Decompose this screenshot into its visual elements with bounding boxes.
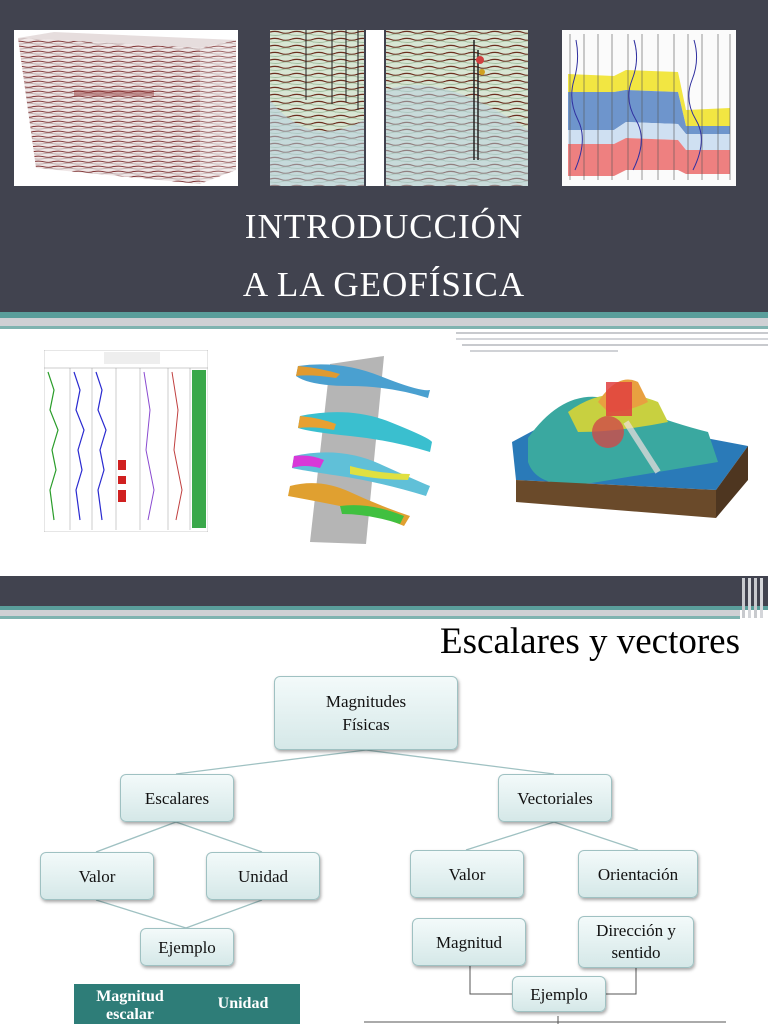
- node-magnitudes-fisicas: Magnitudes Físicas: [274, 676, 458, 750]
- node-orientacion: Orientación: [578, 850, 698, 898]
- 3d-horizons-image: [280, 356, 468, 548]
- node-magnitud: Magnitud: [412, 918, 526, 966]
- node-ejemplo-escalar: Ejemplo: [140, 928, 234, 966]
- well-log-image: [44, 350, 208, 532]
- slide-heading: Escalares y vectores: [440, 621, 740, 662]
- slide-title-line1: INTRODUCCIÓN: [244, 207, 524, 246]
- slide-title-line2: A LA GEOFÍSICA: [242, 265, 526, 304]
- scalar-example-table: [74, 984, 300, 1024]
- seismic-sections-image: [270, 30, 528, 186]
- node-escalares: Escalares: [120, 774, 234, 822]
- node-ejemplo-vectorial: Ejemplo: [512, 976, 606, 1012]
- slide-title: [0, 198, 768, 314]
- seismic-cube-image: [14, 30, 238, 186]
- node-direccion-sentido: Dirección y sentido: [578, 916, 694, 968]
- node-vectoriales: Vectoriales: [498, 774, 612, 822]
- table-header-unidad: Unidad: [186, 984, 300, 1024]
- node-valor-escalar: Valor: [40, 852, 154, 900]
- content-slide: [0, 576, 768, 1024]
- node-valor-vectorial: Valor: [410, 850, 524, 898]
- 3d-terrain-model-image: [508, 362, 748, 520]
- table-header-magnitud-escalar: Magnitud escalar: [74, 984, 186, 1024]
- well-correlation-image: [562, 30, 736, 186]
- node-unidad: Unidad: [206, 852, 320, 900]
